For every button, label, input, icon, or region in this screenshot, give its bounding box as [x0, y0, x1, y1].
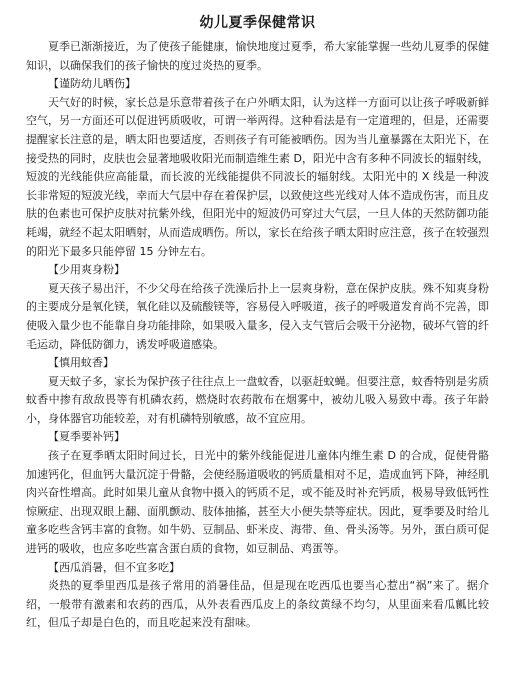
intro-paragraph: 夏季已渐渐接近，为了使孩子能健康，愉快地度过夏季，希大家能掌握一些幼儿夏季的保健知识，以确保我们的孩子愉快的度过炎热的夏季。: [26, 40, 489, 72]
section-heading-calcium: 【夏季要补钙】: [48, 430, 125, 444]
section-heading-watermelon: 【西瓜消暑，但不宜多吃】: [48, 560, 180, 574]
section-heading-powder: 【少用爽身粉】: [48, 263, 125, 277]
section-body-powder: 夏天孩子易出汗，不少父母在给孩子洗澡后扑上一层爽身粉，意在保护皮肤。殊不知爽身粉的主要成分是氧化镁，氧化硅以及硫酸镁等，容易侵入呼吸道，孩子的呼吸道发育尚不完善，即使吸入量少也不能靠自身功能排除，如果吸入量多，侵入支气管后会吸干分泌物，破坏气管的纤毛运动，降低防御力，诱发呼吸道感染。: [26, 281, 489, 351]
section-heading-sunburn: 【谨防幼儿晒伤】: [48, 77, 136, 91]
section-body-calcium: 孩子在夏季晒太阳时间过长，日光中的紫外线能促进儿童体内维生素 D 的合成，促使骨骼加速钙化，但血钙大量沉淀于骨骼，会使经肠道吸收的钙质量相对不足，造成血钙下降，神经肌肉兴奋性增高。此时如果儿童从食物中摄入的钙质不足，或不能及时补充钙质，极易导致低钙性惊厥症、出现双眼上翻、面肌颤动、肢体抽搐，甚至大小便失禁等症状。因此，夏季要及时给儿童多吃些含钙丰富的食物。如牛奶、豆制品、虾米皮、海带、鱼、骨头汤等。另外，蛋白质可促进钙的吸收，也应多吃些富含蛋白质的食物，如豆制品、鸡蛋等。: [26, 449, 489, 556]
section-body-mosquito-coil: 夏天蚊子多，家长为保护孩子往往点上一盘蚊香，以驱赶蚊蝇。但要注意，蚊香特别是劣质蚊香中掺有敌敌畏等有机磷农药，燃烧时农药散布在烟雾中，被幼儿吸入易致中毒。孩子年龄小，身体器官功能较差，对有机磷特别敏感，故不宜应用。: [26, 374, 489, 425]
section-body-sunburn: 天气好的时候，家长总是乐意带着孩子在户外晒太阳，认为这样一方面可以让孩子呼吸新鲜空气，另一方面还可以促进钙质吸收，可谓一举两得。这种看法是有一定道理的，但是，还需要提醒家长注意的是，晒太阳也要适度，否则孩子有可能被晒伤。因为当儿童暴露在太阳光下，在接受热的同时，皮肤也会显著地吸收阳光而制造维生素 D，阳光中含有多种不同波长的辐射线，短波的光线能供应高能量，而长波的光线能提供不同波长的辐射线。太阳光中的 X 线是一种波长非常短的短波光线，幸而大气层中存在着保护层，以致使这些光线对人体不造成伤害，而且皮肤的色素也可保护皮肤对抗紫外线，但阳光中的短波仍可穿过大气层，一旦人体的天然防御功能耗竭，就经不起太阳晒射，从而造成晒伤。所以，家长在给孩子晒太阳时应注意，孩子在较强烈的阳光下最多只能停留 15 分钟左右。: [26, 95, 489, 258]
section-heading-mosquito-coil: 【慎用蚊香】: [48, 356, 114, 370]
section-body-watermelon: 炎热的夏季里西瓜是孩子常用的消暑佳品，但是现在吃西瓜也要当心惹出“祸”来了。据介绍，一般带有激素和农药的西瓜，从外表看西瓜皮上的条纹黄绿不均匀，从里面来看瓜瓤比较红，但瓜子却是白色的，而且吃起来没有甜味。: [26, 579, 489, 630]
document-title: 幼儿夏季保健常识: [199, 15, 316, 31]
